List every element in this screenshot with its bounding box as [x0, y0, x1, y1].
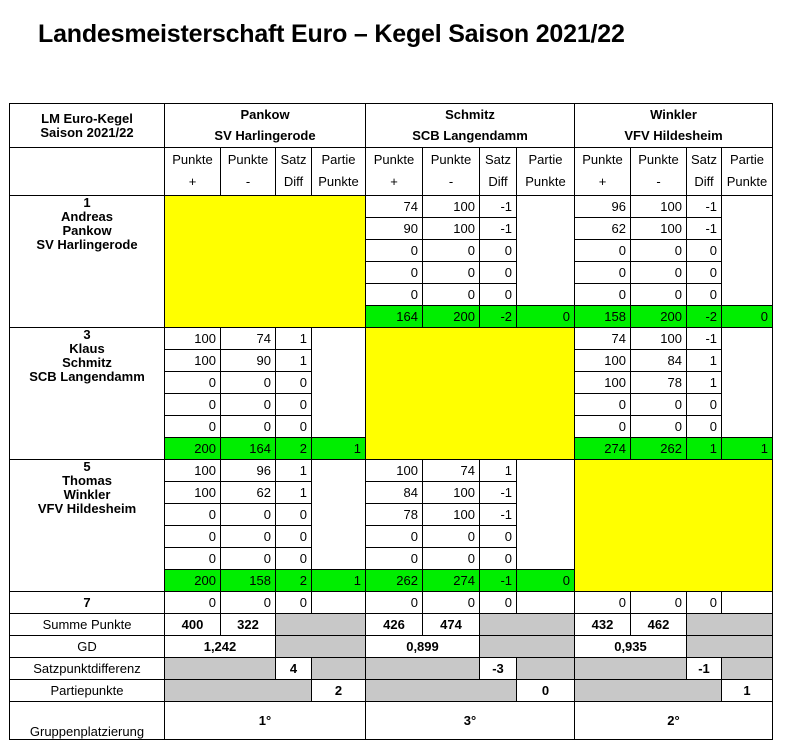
score-cell: 0 — [366, 240, 423, 262]
score-cell: -1 — [687, 218, 722, 240]
score-cell: 0 — [221, 548, 276, 570]
grey-cell — [575, 658, 687, 680]
player-club: SV Harlingerode — [36, 237, 138, 252]
score-cell: 74 — [423, 460, 480, 482]
player-first-name: Klaus — [69, 341, 105, 356]
score-cell: 100 — [165, 328, 221, 350]
label-summe-punkte: Summe Punkte — [10, 614, 165, 636]
player-first-name: Andreas — [60, 209, 114, 224]
partie-empty — [517, 592, 575, 614]
player-cell — [10, 196, 165, 328]
self-match-block — [366, 328, 575, 460]
total-cell: 262 — [631, 438, 687, 460]
score-cell: 0 — [276, 592, 312, 614]
subheader-satz: Satz Diff — [276, 148, 312, 196]
player-number-7: 7 — [10, 592, 165, 614]
total-cell: -2 — [480, 306, 517, 328]
total-cell: -2 — [687, 306, 722, 328]
player-club: VFV Hildesheim — [37, 501, 137, 516]
score-cell: 100 — [165, 460, 221, 482]
total-cell: 1 — [312, 438, 366, 460]
score-cell: 1 — [276, 328, 312, 350]
score-cell: 0 — [276, 416, 312, 438]
label-gruppenplatzierung: Gruppenplatzierung — [10, 702, 165, 740]
label-partiepunkte: Partiepunkte — [10, 680, 165, 702]
subheader-plus: Punkte + — [366, 148, 423, 196]
score-cell: 100 — [165, 350, 221, 372]
score-cell: 100 — [366, 460, 423, 482]
score-cell: 0 — [165, 416, 221, 438]
score-cell: 0 — [687, 394, 722, 416]
score-cell: 0 — [221, 526, 276, 548]
score-cell: 0 — [221, 592, 276, 614]
group-placement: 1° — [165, 702, 366, 740]
score-cell: 0 — [631, 416, 687, 438]
label-satzpunktdifferenz: Satzpunktdifferenz — [10, 658, 165, 680]
group-placement: 3° — [366, 702, 575, 740]
score-cell: 1 — [276, 460, 312, 482]
partie-empty — [312, 328, 366, 438]
group-placement: 2° — [575, 702, 773, 740]
score-cell: 0 — [575, 262, 631, 284]
satz-value: -1 — [687, 658, 722, 680]
score-cell: 0 — [687, 592, 722, 614]
score-cell: 0 — [480, 262, 517, 284]
score-cell: 100 — [423, 218, 480, 240]
score-cell: -1 — [480, 196, 517, 218]
partie-empty — [722, 196, 773, 306]
total-cell: 0 — [517, 570, 575, 592]
subheader-partie: Partie Punkte — [517, 148, 575, 196]
score-cell: 0 — [423, 592, 480, 614]
total-cell: 1 — [722, 438, 773, 460]
score-cell: 0 — [575, 284, 631, 306]
total-cell: 0 — [722, 306, 773, 328]
grey-cell — [480, 614, 575, 636]
score-cell: 74 — [221, 328, 276, 350]
score-cell: 0 — [423, 262, 480, 284]
score-cell: 0 — [631, 394, 687, 416]
partie-empty — [312, 460, 366, 570]
score-cell: 0 — [631, 284, 687, 306]
subheader-plus: Punkte + — [575, 148, 631, 196]
score-cell: 96 — [575, 196, 631, 218]
score-cell: 0 — [221, 416, 276, 438]
score-cell: 1 — [276, 482, 312, 504]
score-cell: 0 — [423, 526, 480, 548]
corner-empty — [10, 148, 165, 196]
corner-line2: Saison 2021/22 — [40, 124, 134, 140]
score-cell: 0 — [221, 504, 276, 526]
score-cell: 0 — [423, 548, 480, 570]
score-cell: 90 — [366, 218, 423, 240]
score-cell: 0 — [276, 504, 312, 526]
total-cell: 262 — [366, 570, 423, 592]
col-header-club-pankow: SV Harlingerode — [165, 126, 366, 148]
grey-cell — [366, 658, 480, 680]
total-cell: 200 — [631, 306, 687, 328]
grey-cell — [165, 680, 312, 702]
score-cell: 0 — [276, 372, 312, 394]
player-number: 1 — [83, 195, 91, 210]
score-cell: 0 — [221, 372, 276, 394]
score-cell: 0 — [480, 592, 517, 614]
score-cell: 0 — [687, 262, 722, 284]
score-cell: 0 — [276, 526, 312, 548]
page-title: Landesmeisterschaft Euro – Kegel Saison 2021/22 — [38, 20, 625, 48]
gd-value: 0,899 — [366, 636, 480, 658]
score-cell: 100 — [165, 482, 221, 504]
score-cell: 62 — [221, 482, 276, 504]
self-match-block — [575, 460, 773, 592]
grey-cell — [366, 680, 517, 702]
total-cell: 2 — [276, 570, 312, 592]
score-cell: -1 — [480, 218, 517, 240]
player-club: SCB Langendamm — [29, 369, 145, 384]
subheader-minus: Punkte - — [221, 148, 276, 196]
player-number: 3 — [83, 327, 91, 342]
player-last-name: Winkler — [63, 487, 111, 502]
player-cell — [10, 460, 165, 592]
player-last-name: Pankow — [62, 223, 112, 238]
score-cell: 1 — [687, 350, 722, 372]
total-cell: -1 — [480, 570, 517, 592]
score-cell: 0 — [366, 284, 423, 306]
score-cell: 0 — [366, 592, 423, 614]
player-cell — [10, 328, 165, 460]
score-cell: 78 — [631, 372, 687, 394]
grey-cell — [575, 680, 722, 702]
score-cell: 0 — [480, 526, 517, 548]
score-cell: 84 — [631, 350, 687, 372]
subheader-satz: Satz Diff — [687, 148, 722, 196]
score-cell: 0 — [366, 262, 423, 284]
score-cell: 0 — [366, 548, 423, 570]
grey-cell — [312, 658, 366, 680]
score-cell: 0 — [165, 394, 221, 416]
score-cell: 0 — [366, 526, 423, 548]
partie-empty — [722, 592, 773, 614]
grey-cell — [276, 636, 366, 658]
satz-value: 4 — [276, 658, 312, 680]
grey-cell — [276, 614, 366, 636]
partie-empty — [517, 196, 575, 306]
total-cell: 2 — [276, 438, 312, 460]
score-cell: 100 — [631, 196, 687, 218]
subheader-minus: Punkte - — [631, 148, 687, 196]
total-cell: 1 — [687, 438, 722, 460]
player-number: 5 — [83, 459, 91, 474]
partie-value: 0 — [517, 680, 575, 702]
summe-minus: 462 — [631, 614, 687, 636]
total-cell: 158 — [221, 570, 276, 592]
score-cell: 0 — [480, 240, 517, 262]
score-cell: 0 — [687, 240, 722, 262]
score-cell: 0 — [575, 416, 631, 438]
score-cell: 0 — [423, 240, 480, 262]
score-cell: 0 — [276, 394, 312, 416]
score-cell: 74 — [366, 196, 423, 218]
partie-empty — [517, 460, 575, 570]
score-cell: 90 — [221, 350, 276, 372]
score-cell: -1 — [687, 328, 722, 350]
total-cell: 164 — [221, 438, 276, 460]
score-cell: 0 — [575, 592, 631, 614]
grey-cell — [165, 658, 276, 680]
partie-value: 2 — [312, 680, 366, 702]
score-cell: 0 — [276, 548, 312, 570]
score-cell: -1 — [687, 196, 722, 218]
score-cell: 84 — [366, 482, 423, 504]
grey-cell — [722, 658, 773, 680]
partie-empty — [312, 592, 366, 614]
gd-value: 0,935 — [575, 636, 687, 658]
score-cell: 0 — [221, 394, 276, 416]
total-cell: 200 — [165, 438, 221, 460]
score-cell: 0 — [165, 372, 221, 394]
score-cell: 100 — [423, 196, 480, 218]
score-cell: 0 — [480, 548, 517, 570]
total-cell: 0 — [517, 306, 575, 328]
score-cell: 0 — [575, 394, 631, 416]
corner-line1: LM Euro-Kegel — [41, 110, 133, 126]
col-header-name-winkler: Winkler — [575, 104, 773, 126]
score-cell: 0 — [687, 416, 722, 438]
score-cell: 0 — [165, 592, 221, 614]
label-gd: GD — [10, 636, 165, 658]
col-header-name-schmitz: Schmitz — [366, 104, 575, 126]
corner-title — [10, 104, 165, 148]
total-cell: 200 — [165, 570, 221, 592]
grey-cell — [687, 614, 773, 636]
subheader-plus: Punkte + — [165, 148, 221, 196]
total-cell: 158 — [575, 306, 631, 328]
grey-cell — [480, 636, 575, 658]
score-cell: 78 — [366, 504, 423, 526]
summe-plus: 426 — [366, 614, 423, 636]
score-cell: 1 — [480, 460, 517, 482]
score-cell: 1 — [276, 350, 312, 372]
total-cell: 274 — [423, 570, 480, 592]
score-cell: -1 — [480, 504, 517, 526]
score-cell: 96 — [221, 460, 276, 482]
grey-cell — [517, 658, 575, 680]
score-cell: 0 — [165, 526, 221, 548]
score-cell: 0 — [480, 284, 517, 306]
summe-plus: 432 — [575, 614, 631, 636]
gd-value: 1,242 — [165, 636, 276, 658]
subheader-satz: Satz Diff — [480, 148, 517, 196]
col-header-name-pankow: Pankow — [165, 104, 366, 126]
score-cell: 100 — [575, 350, 631, 372]
score-cell: 0 — [631, 240, 687, 262]
score-cell: 1 — [687, 372, 722, 394]
score-cell: 100 — [631, 218, 687, 240]
score-cell: 0 — [631, 592, 687, 614]
grey-cell — [687, 636, 773, 658]
score-cell: 62 — [575, 218, 631, 240]
score-cell: 0 — [687, 284, 722, 306]
score-cell: 100 — [575, 372, 631, 394]
total-cell: 200 — [423, 306, 480, 328]
score-cell: 0 — [165, 504, 221, 526]
total-cell: 164 — [366, 306, 423, 328]
col-header-club-winkler: VFV Hildesheim — [575, 126, 773, 148]
score-cell: 100 — [631, 328, 687, 350]
player-last-name: Schmitz — [62, 355, 112, 370]
col-header-club-schmitz: SCB Langendamm — [366, 126, 575, 148]
total-cell: 274 — [575, 438, 631, 460]
score-cell: -1 — [480, 482, 517, 504]
subheader-minus: Punkte - — [423, 148, 480, 196]
results-table — [9, 103, 773, 740]
score-cell: 100 — [423, 482, 480, 504]
score-cell: 0 — [423, 284, 480, 306]
subheader-partie: Partie Punkte — [722, 148, 773, 196]
score-cell: 0 — [631, 262, 687, 284]
partie-empty — [722, 328, 773, 438]
summe-minus: 474 — [423, 614, 480, 636]
score-cell: 74 — [575, 328, 631, 350]
total-cell: 1 — [312, 570, 366, 592]
score-cell: 0 — [575, 240, 631, 262]
self-match-block — [165, 196, 366, 328]
subheader-partie: Partie Punkte — [312, 148, 366, 196]
summe-plus: 400 — [165, 614, 221, 636]
score-cell: 100 — [423, 504, 480, 526]
score-cell: 0 — [165, 548, 221, 570]
partie-value: 1 — [722, 680, 773, 702]
player-first-name: Thomas — [62, 473, 112, 488]
satz-value: -3 — [480, 658, 517, 680]
summe-minus: 322 — [221, 614, 276, 636]
